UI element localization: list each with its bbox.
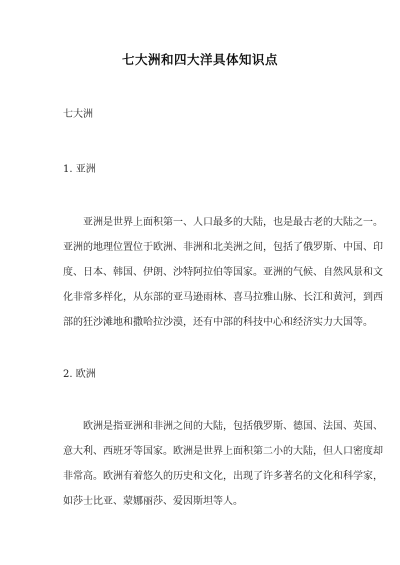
paragraph-line: 度、日本、韩国、伊朗、沙特阿拉伯等国家。亚洲的气候、自然风景和文 bbox=[63, 267, 383, 278]
paragraph-europe bbox=[63, 414, 383, 514]
paragraph-line: 如莎士比亚、蒙娜丽莎、爱因斯坦等人。 bbox=[63, 496, 243, 507]
document-title: 七大洲和四大洋具体知识点 bbox=[121, 52, 278, 67]
paragraph-asia bbox=[63, 210, 383, 335]
paragraph-line: 欧洲是指亚洲和非洲之间的大陆，包括俄罗斯、德国、法国、英国、 bbox=[83, 421, 383, 432]
paragraph-line: 非常高。欧洲有着悠久的历史和文化，出现了许多著名的文化和科学家， bbox=[63, 471, 383, 482]
paragraph-line: 亚洲是世界上面积第一、人口最多的大陆，也是最古老的大陆之一。 bbox=[83, 217, 383, 228]
section-heading: 七大洲 bbox=[63, 109, 93, 120]
item-heading-europe: 2. 欧洲 bbox=[63, 369, 96, 380]
item-heading-asia: 1. 亚洲 bbox=[63, 164, 96, 175]
paragraph-line: 化非常多样化，从东部的亚马逊雨林、喜马拉雅山脉、长江和黄河，到西 bbox=[63, 292, 383, 303]
paragraph-line: 意大利、西班牙等国家。欧洲是世界上面积第二小的大陆，但人口密度却 bbox=[63, 446, 383, 457]
paragraph-line: 部的狂沙滩地和撒哈拉沙漠，还有中部的科技中心和经济实力大国等。 bbox=[63, 317, 373, 328]
paragraph-line: 亚洲的地理位置位于欧洲、非洲和北美洲之间，包括了俄罗斯、中国、印 bbox=[63, 242, 383, 253]
